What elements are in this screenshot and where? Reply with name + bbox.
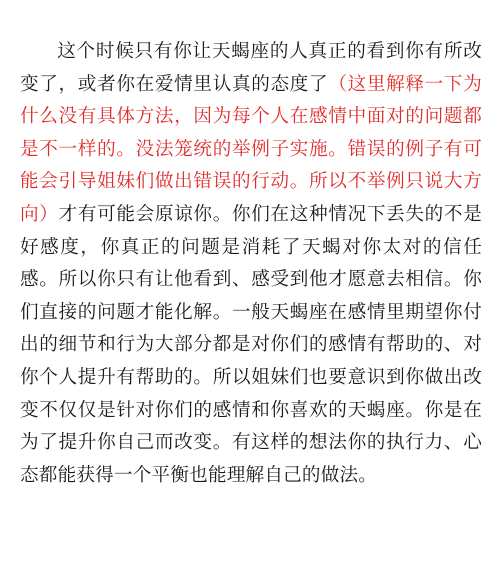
highlighted-note: （这里解释一下为什么没有具体方法，因为每个人在感情中面对的问题都是不一样的。没法笼统的举例子实施。错误的例子有可能会引导姐妹们做出错误的行动。所以不举例只说大方向）	[20, 73, 482, 225]
paragraph-text-part1: 这个时候只有你让天蝎座的人真正的看到你有所改变了，或者你在爱情里认真的态度了	[20, 41, 482, 95]
body-paragraph	[20, 36, 482, 492]
paragraph-text-part2: 才有可能会原谅你。你们在这种情况下丢失的不是好感度，你真正的问题是消耗了天蝎对你太对的信任感。所以你只有让他看到、感受到他才愿意去相信。你们直接的问题才能化解。一般天蝎座在感情里期望你付出的细节和行为大部分都是对你们的感情有帮助的、对你个人提升有帮助的。所以姐妹们也要意识到你做出改变不仅仅是针对你们的感情和你喜欢的天蝎座。你是在为了提升你自己而改变。有这样的想法你的执行力、心态都能获得一个平衡也能理解自己的做法。	[20, 203, 482, 486]
